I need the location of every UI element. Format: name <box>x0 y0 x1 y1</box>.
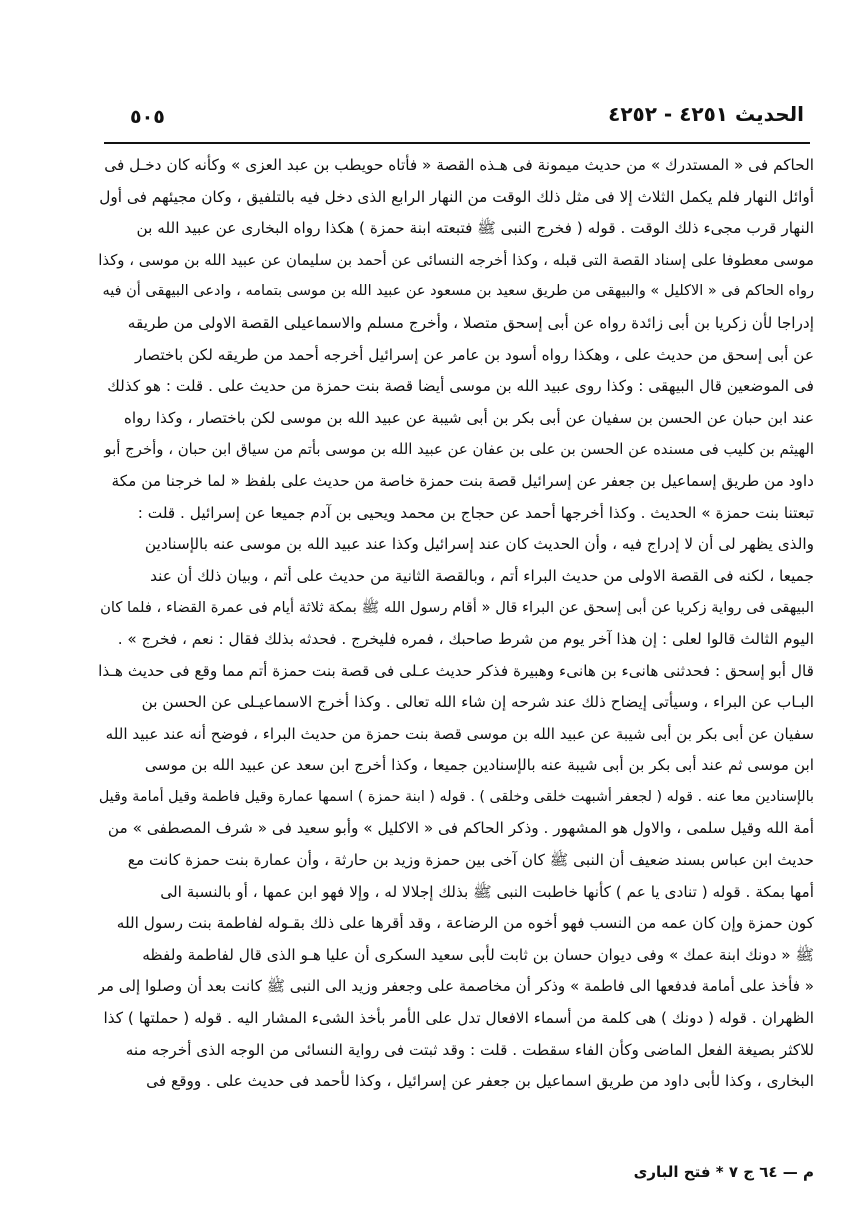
page-footer <box>98 1162 814 1192</box>
text-line: ابن موسى ثم عند أبى بكر بن أبى شيبة عنه بالإسنادين جميعا ، وكذا أخرج ابن سعد عن عبيد الله بن موسى <box>144 756 814 775</box>
header-rule <box>104 142 810 144</box>
text-line: فى الموضعين قال البيهقى : وكذا روى عبيد الله بن موسى أيضا قصة بنت حمزة من حديث على . قلت : هو كذلك <box>107 377 814 396</box>
text-line: الحاكم فى « المستدرك » من حديث ميمونة فى هـذه القصة « فأتاه حويطب بن عبد العزى » وكأنه كان دخـل فى <box>104 156 814 174</box>
text-line: عن أبى إسحق من حديث على ، وهكذا رواه أسود بن عامر عن إسرائيل أخرجه أحمد من طريقه لكن باختصار <box>135 345 814 364</box>
text-line: جميعا ، لكنه فى القصة الاولى من حديث البراء أتم ، وبالقصة الثانية من حديث على أتم ، وبيان ذلك أن عند <box>150 566 814 585</box>
page-header <box>92 100 804 138</box>
body-text <box>98 150 814 1098</box>
text-line: سفيان عن أبى بكر بن أبى شيبة عن عبيد الله بن موسى قصة بنت حمزة من حديث البراء ، فوضح أنه عند عبيد الله <box>105 724 814 743</box>
running-title: الحديث ٤٢٥١ - ٤٢٥٢ <box>608 102 804 126</box>
text-line: موسى معطوفا على إسناد القصة التى قبله ، وكذا أخرجه النسائى عن أحمد بن سليمان عن عبيد الله بن موسى ، وكذا <box>98 250 814 269</box>
text-line: قال أبو إسحق : فحدثنى هانىء بن هانىء وهبيرة فذكر حديث عـلى فى قصة بنت حمزة أتم مما وقع فى حديث هـذا <box>98 661 814 680</box>
text-line: داود من طريق إسماعيل بن جعفر عن إسرائيل قصة بنت حمزة خاصة من حديث على بلفظ « لما خرجنا من مكة <box>111 471 814 490</box>
signature-mark: م — ٦٤ ج ٧ * فتح البارى <box>633 1163 814 1181</box>
text-line: « فأخذ على أمامة فدفعها الى فاطمة » وذكر أن مخاصمة على وجعفر وزيد الى النبى ﷺ كانت بعد أن وصلوا إلى مر <box>98 977 814 996</box>
text-line: الهيثم بن كليب فى مسنده عن الحسن بن على بن عفان عن عبيد الله بن موسى بأتم من سياق ابن حبان ، وأخرج أبو <box>104 440 814 459</box>
text-line: اليوم الثالث قالوا لعلى : إن هذا آخر يوم من شرط صاحبك ، فمره فليخرج . فحدثه بذلك فقال : نعم ، فخرج » . <box>117 629 814 648</box>
text-line: عند ابن حبان عن الحسن بن سفيان عن أبى بكر بن أبى شيبة عن عبيد الله بن موسى لكن باختصار ، وكذا رواه <box>123 408 814 427</box>
text-line: البخارى ، وكذا لأبى داود من طريق اسماعيل بن جعفر عن إسرائيل ، وكذا لأحمد فى حديث على . ووقع فى <box>146 1072 814 1091</box>
text-line: تبعتنا بنت حمزة » الحديث . وكذا أخرجها أحمد عن حجاج بن محمد ويحيى بن آدم جميعا عن إسرائيل . قلت : <box>137 503 814 522</box>
text-line: كون حمزة وإن كان عمه من النسب فهو أخوه من الرضاعة ، وقد أقرها على ذلك بقـوله لفاطمة بنت رسول الله <box>116 914 814 933</box>
text-line: أمها بمكة . قوله ( تنادى يا عم ) كأنها خاطبت النبى ﷺ بذلك إجلالا له ، وإلا فهو ابن عمها ، أو بالنسبة الى <box>160 882 814 901</box>
text-line: البيهقى فى رواية زكريا عن أبى إسحق عن البراء قال « أقام رسول الله ﷺ بمكة ثلاثة أيام فى عمرة القضاء ، فلما كان <box>100 599 814 617</box>
text-line: والذى يظهر لى أن لا إدراج فيه ، وأن الحديث كان عند إسرائيل وكذا عند عبيد الله بن موسى عنه بالإسنادين <box>144 535 814 554</box>
text-line: الظهران . قوله ( دونك ) هى كلمة من أسماء الافعال تدل على الأمر بأخذ الشىء المشار اليه . قوله ( حملتها ) كذا <box>103 1009 814 1028</box>
text-line: بالإسنادين معا عنه . قوله ( لجعفر أشبهت خلقى وخلقى ) . قوله ( ابنة حمزة ) اسمها عمارة وقيل فاطمة وقيل أمامة وقيل <box>98 788 814 805</box>
text-line: حديث ابن عباس بسند ضعيف أن النبى ﷺ كان آخى بين حمزة وزيد بن حارثة ، وأن عمارة بنت حمزة كانت مع <box>127 851 814 870</box>
text-line: للاكثر بصيغة الفعل الماضى وكأن الفاء سقطت . قلت : وقد ثبتت فى رواية النسائى من الوجه الذى أخرجه منه <box>125 1040 814 1059</box>
page-number: ٥٠٥ <box>130 106 165 128</box>
text-line: إدراجا لأن زكريا بن أبى زائدة رواه عن أبى إسحق متصلا ، وأخرج مسلم والاسماعيلى القصة الاولى من طريقه <box>127 313 814 332</box>
text-line: البـاب عن البراء ، وسيأتى إيضاح ذلك عند شرحه إن شاء الله تعالى . وكذا أخرج الاسماعيـلى عن الحسن بن <box>141 693 814 712</box>
text-line: رواه الحاكم فى « الاكليل » والبيهقى من طريق سعيد بن مسعود عن عبيد الله بن موسى بتمامه ، وادعى البيهقى أن فيه <box>102 283 814 300</box>
text-line: أمة الله وقيل سلمى ، والاول هو المشهور . وذكر الحاكم فى « الاكليل » وأبو سعيد فى « شرف المصطفى » من <box>107 819 814 838</box>
text-line: ﷺ « دونك ابنة عمك » وفى ديوان حسان بن ثابت لأبى سعيد السكرى أن عليا هـو الذى قال لفاطمة ولفظه <box>142 945 814 964</box>
text-line: النهار قرب مجىء ذلك الوقت . قوله ( فخرج النبى ﷺ فتبعته ابنة حمزة ) هكذا رواه البخارى عن عبيد الله بن <box>136 219 814 238</box>
text-line: أوائل النهار فلم يكمل الثلاث إلا فى مثل ذلك الوقت من النهار الرابع الذى دخل فيه بالتلفيق ، وكان مجيئهم فى أول <box>99 187 814 206</box>
